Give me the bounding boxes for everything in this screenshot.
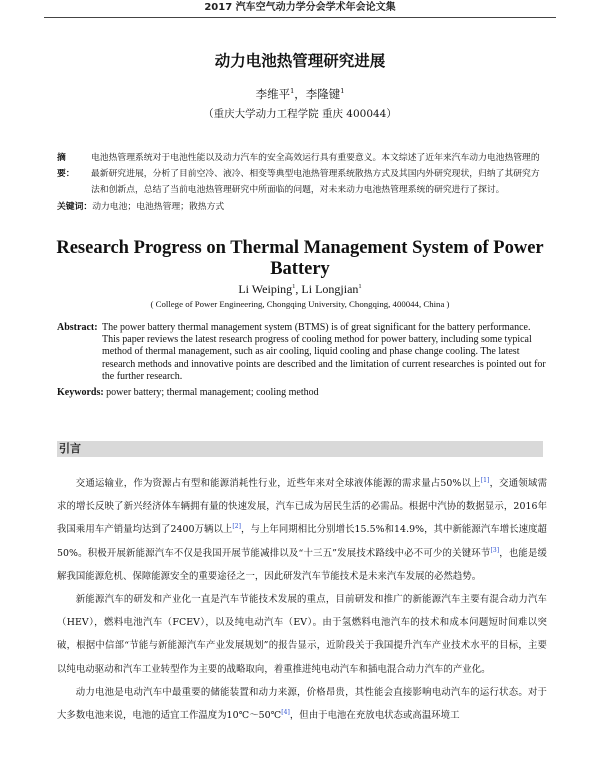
chinese-author-1-affil-mark: 1: [290, 87, 295, 96]
paragraph-1-text-d: ，也能是缓解我国能源危机、保障能源安全的重要途径之一，因此研发汽车节能技术是未来汽车发展的必然趋势。: [57, 547, 547, 582]
english-keywords-label: Keywords:: [57, 387, 104, 398]
chinese-authors: [0, 86, 600, 102]
section-heading: 引言: [59, 442, 81, 455]
paragraph-3-text-b: ，但由于电池在充放电状态或高温环境工: [289, 710, 460, 722]
chinese-affiliation: （重庆大学动力工程学院 重庆 400044）: [203, 108, 397, 120]
paragraph-3: [57, 681, 547, 727]
paragraph-1-text-a: 交通运输业，作为资源占有型和能源消耗性行业，近些年来对全球液体能源的需求量占50%以上: [75, 478, 481, 489]
english-author-separator: ,: [295, 282, 302, 296]
chinese-keywords-label: 关键词：: [57, 202, 93, 212]
english-authors: [0, 282, 600, 297]
english-author-2-affil-mark: 1: [358, 283, 362, 290]
running-header: 2017 汽车空气动力学分会学术年会论文集: [204, 2, 396, 13]
paragraph-1-text-c: ，与上年同期相比分别增长15.5%和14.9%，其中新能源汽车增长速度超50%。积极开展新能源汽车不仅是我国开展节能减排以及“十三五”发展技术路线中必不可少的关键环节: [57, 524, 547, 559]
citation-1[interactable]: [1]: [480, 476, 490, 484]
paragraph-1: [57, 472, 547, 588]
english-abstract-text: The power battery thermal management system (BTMS) is of great significant for the battery performance. This paper reviews the latest research progress of cooling method for power battery, including some typical method of thermal management, such as air cooling, liquid cooling and phase change cooling. The latest research methods and innovative points are described and the limitation of current researches is pointed out for the further research.: [102, 322, 546, 382]
english-author-2: Li Longjian: [301, 282, 359, 296]
body-text: [57, 472, 547, 727]
english-abstract-label: Abstract:: [57, 322, 98, 333]
english-keywords-text: power battery; thermal management; cooling method: [103, 387, 319, 398]
chinese-keywords-text: 动力电池；电池热管理；散热方式: [92, 202, 225, 212]
chinese-author-separator: ，: [294, 87, 306, 101]
chinese-title: 动力电池热管理研究进展: [214, 52, 386, 70]
english-title: Research Progress on Thermal Management System of Power Battery: [56, 238, 544, 279]
chinese-abstract-text: 电池热管理系统对于电池性能以及动力汽车的安全高效运行具有重要意义。本文综述了近年来汽车动力电池热管理的最新研究进展，分析了目前空冷、液冷、相变等典型电池热管理系统散热方式及其国内外研究现状，归纳了其研究方法和创新点，总结了当前电池热管理研究中所面临的问题，对未来动力电池热管理系统的研究进行了探讨。: [91, 153, 540, 195]
english-author-1: Li Weiping: [238, 282, 293, 296]
paragraph-2: 新能源汽车的研发和产业化一直是汽车节能技术发展的重点，目前研发和推广的新能源汽车主要有混合动力汽车（HEV），燃料电池汽车（FCEV），以及纯电动汽车（EV）。由于氢燃料电池汽车的技术和成本问题短时间难以突破，根据中信部“节能与新能源汽车产业发展规划”的报告显示，近阶段关于我国提升汽车产业技术水平的目标，主要以纯电动驱动和汽车工业转型作为主要的战略取向，着重推进纯电动汽车和插电混合动力汽车的产业化。: [57, 594, 547, 675]
chinese-abstract-label: 摘 要：: [57, 153, 75, 179]
english-keywords: [57, 387, 547, 399]
chinese-author-2: 李隆键: [305, 87, 341, 101]
chinese-keywords: [57, 200, 547, 214]
paragraph-1-text-b: ，交通领域需求的增长反映了新兴经济体车辆拥有量的快速发展，汽车已成为居民生活的必需品。根据中汽协的数据显示，2016年我国乘用车产销量均达到了2400万辆以上: [57, 478, 547, 536]
chinese-author-1: 李维平: [255, 87, 291, 101]
citation-3[interactable]: [3]: [490, 546, 500, 554]
english-abstract: [57, 322, 547, 383]
citation-2[interactable]: [2]: [232, 523, 242, 531]
english-author-1-affil-mark: 1: [292, 283, 296, 290]
paragraph-3-text-a: 动力电池是电动汽车中最重要的储能装置和动力来源，价格昂贵，其性能会直接影响电动汽车的运行状态。对于大多数电池来说，电池的适宜工作温度为10℃～50℃: [57, 686, 547, 722]
section-heading-bar: [57, 441, 543, 457]
chinese-abstract: [57, 150, 547, 198]
english-affiliation: ( College of Power Engineering, Chongqing University, Chongqing, 400044, China ): [150, 299, 450, 309]
header-rule: [44, 17, 556, 18]
citation-4[interactable]: [4]: [281, 708, 290, 716]
chinese-author-2-affil-mark: 1: [340, 87, 345, 96]
